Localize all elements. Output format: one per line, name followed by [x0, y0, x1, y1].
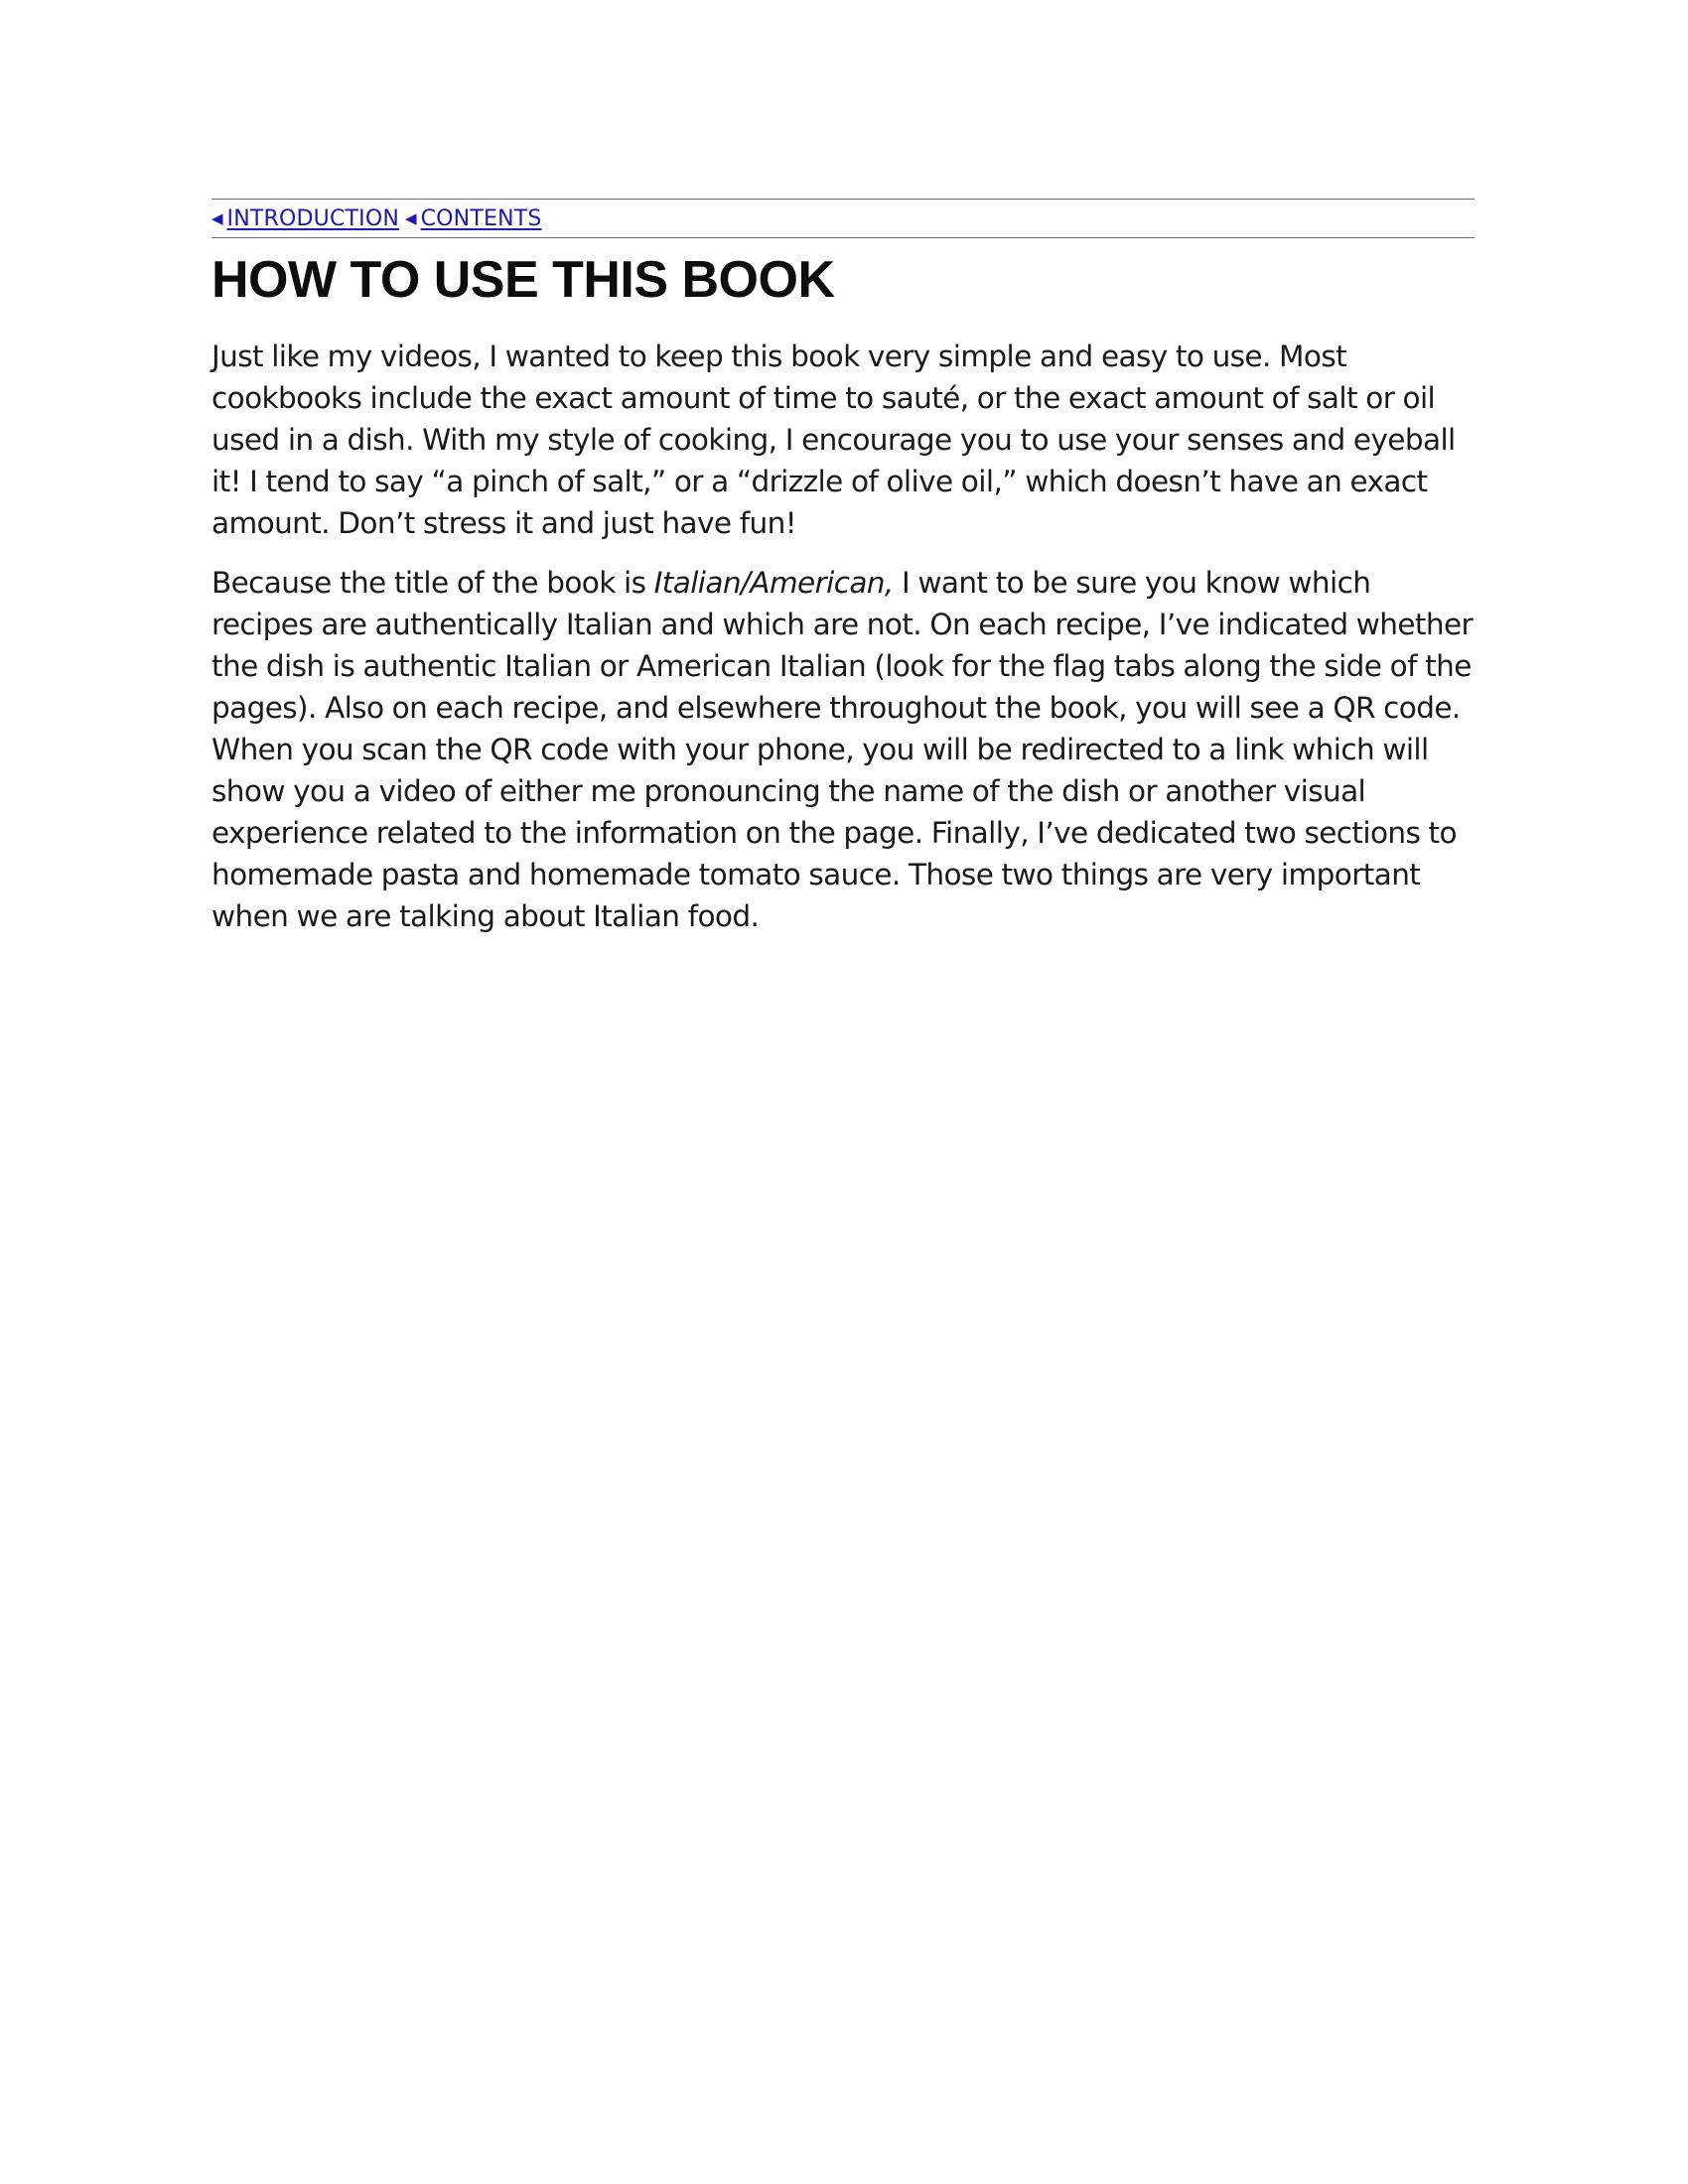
paragraph-2-lead: Because the title of the book is [211, 566, 654, 600]
book-title-italic: Italian/American, [653, 566, 894, 600]
body-paragraph-2 [211, 562, 1475, 937]
left-arrow-icon: ◀ [211, 209, 223, 227]
nav-contents[interactable] [405, 206, 541, 231]
left-arrow-icon: ◀ [405, 209, 417, 227]
introduction-link[interactable]: INTRODUCTION [226, 205, 400, 231]
body-paragraph-1: Just like my videos, I wanted to keep this book very simple and easy to use. Most cookbooks include the exact amount of time to sauté, or the exact amount of salt or oil used in a dish. With my style of cooking, I encourage you to use your senses and eyeball it! I tend to say “a pinch of salt,” or a “drizzle of olive oil,” which doesn’t have an exact amount. Don’t stress it and just have fun! [211, 340, 1456, 540]
paragraph-2-body: I want to be sure you know which recipes are authentically Italian and which are not. On each recipe, I’ve indicated whether the dish is authentic Italian or American Italian (look for the flag tabs along the side of the pages). Also on each recipe, and elsewhere throughout the book, you will see a QR code. When you scan the QR code with your phone, you will be redirected to a link which will show you a video of either me pronouncing the name of the dish or another visual experience related to the information on the page. Finally, I’ve dedicated two sections to homemade pasta and homemade tomato sauce. Those two things are very important when we are talking about Italian food. [211, 566, 1474, 933]
page-content [211, 199, 1475, 955]
breadcrumb [211, 199, 1475, 238]
nav-introduction[interactable] [211, 206, 399, 231]
page-title: HOW TO USE THIS BOOK [211, 251, 835, 309]
contents-link[interactable]: CONTENTS [420, 205, 542, 231]
